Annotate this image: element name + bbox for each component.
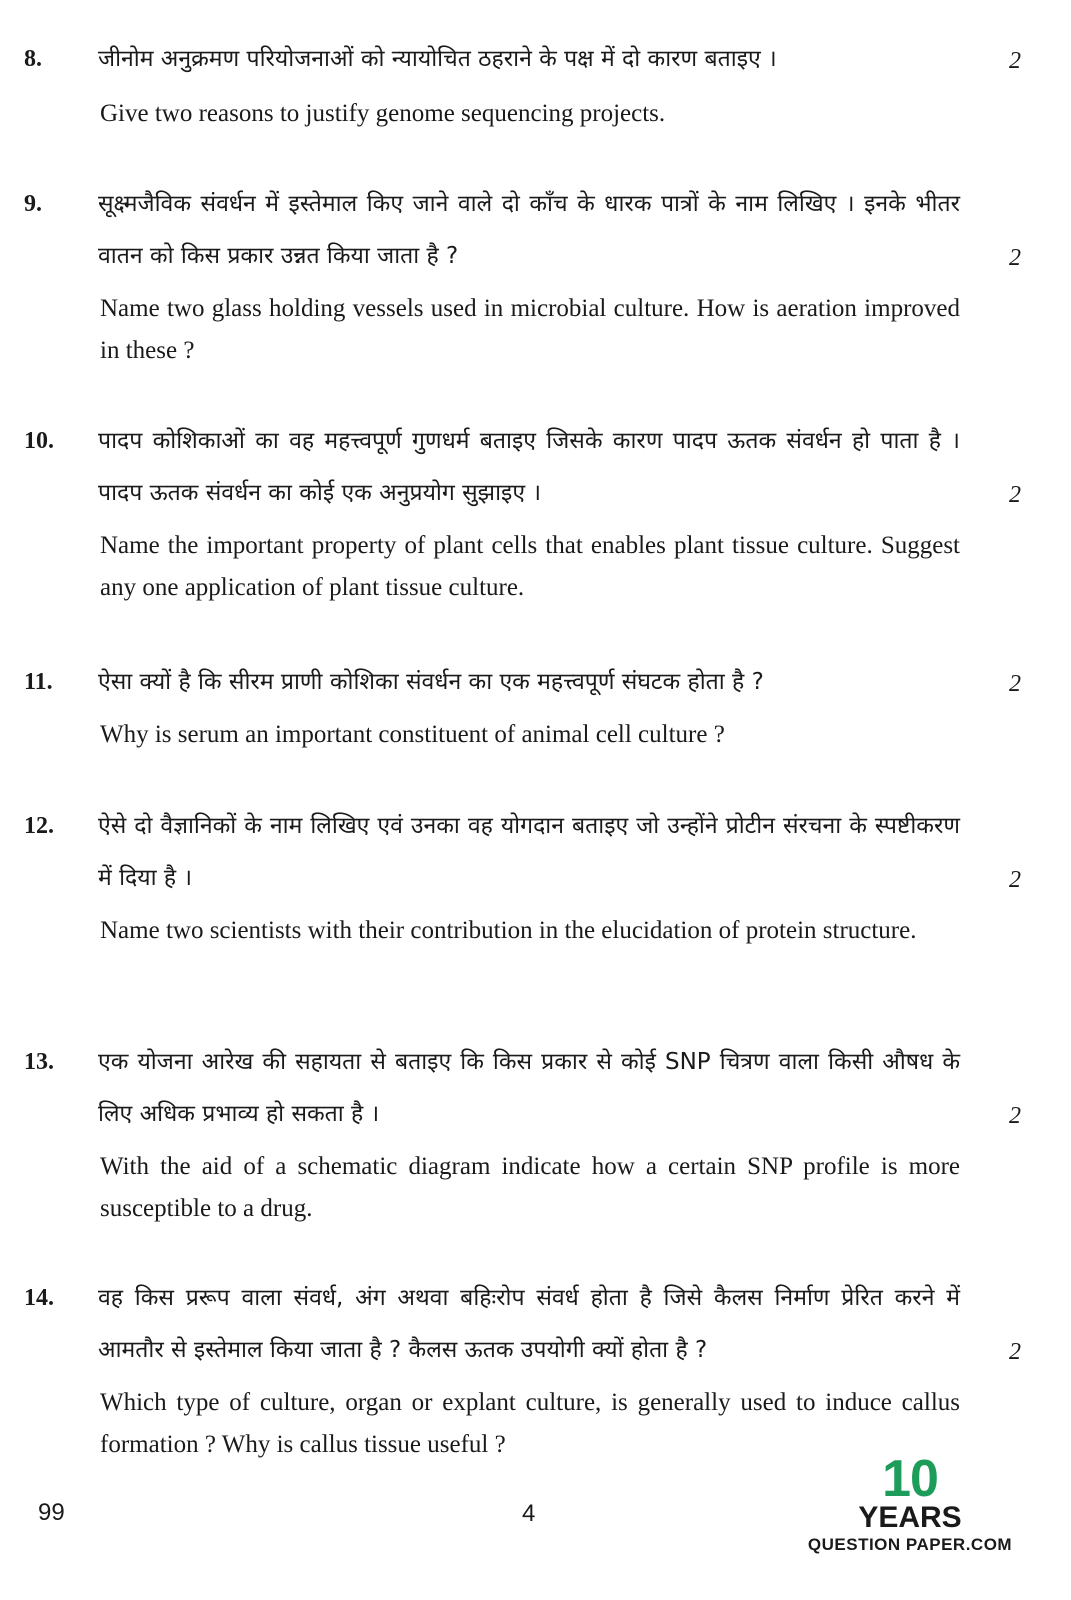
- question-marks: 2: [1009, 1103, 1021, 1129]
- question-marks: 2: [1009, 245, 1021, 271]
- question-number: 11.: [24, 669, 53, 695]
- logo-years: YEARS: [858, 1501, 962, 1534]
- question-text-english: Name two glass holding vessels used in microbial culture. How is aeration improved in these ?: [100, 295, 960, 364]
- logo-site: QUESTION PAPER.COM: [807, 1535, 1013, 1554]
- question-number: 10.: [24, 428, 54, 454]
- question-marks: 2: [1009, 48, 1021, 74]
- question-text-english: Why is serum an important constituent of animal cell culture ?: [100, 721, 725, 748]
- question-marks: 2: [1009, 482, 1021, 508]
- question-text-hindi: सूक्ष्मजैविक संवर्धन में इस्तेमाल किए जाने वाले दो काँच के धारक पात्रों के नाम लिखिए । इनके भीतर वातन को किस प्रकार उन्नत किया जाता है ?: [98, 191, 960, 269]
- question-marks: 2: [1009, 671, 1021, 697]
- question-number: 8.: [24, 46, 42, 72]
- question-number: 13.: [24, 1049, 54, 1075]
- site-logo: [780, 1450, 1040, 1595]
- logo-number: 10: [882, 1450, 938, 1508]
- question-number: 9.: [24, 191, 42, 217]
- question-text-hindi: ऐसे दो वैज्ञानिकों के नाम लिखिए एवं उनका वह योगदान बताइए जो उन्होंने प्रोटीन संरचना के स्पष्टीकरण में दिया है ।: [98, 813, 960, 891]
- page-number: 4: [522, 1500, 536, 1527]
- question-text-english: Which type of culture, organ or explant culture, is generally used to induce callus formation ? Why is callus tissue useful ?: [100, 1389, 960, 1458]
- question-text-hindi: जीनोम अनुक्रमण परियोजनाओं को न्यायोचित ठहराने के पक्ष में दो कारण बताइए ।: [98, 46, 777, 72]
- question-text-hindi: एक योजना आरेख की सहायता से बताइए कि किस प्रकार से कोई SNP चित्रण वाला किसी औषध के लिए अधिक प्रभाव्य हो सकता है ।: [98, 1049, 960, 1127]
- question-text-hindi: वह किस प्ररूप वाला संवर्ध, अंग अथवा बहिःरोप संवर्ध होता है जिसे कैलस निर्माण प्रेरित करने में आमतौर से इस्तेमाल किया जाता है ? कैलस ऊतक उपयोगी क्यों होता है ?: [98, 1285, 960, 1363]
- question-text-english: With the aid of a schematic diagram indicate how a certain SNP profile is more susceptible to a drug.: [100, 1153, 960, 1222]
- question-marks: 2: [1009, 867, 1021, 893]
- question-marks: 2: [1009, 1339, 1021, 1365]
- question-text-english: Name the important property of plant cells that enables plant tissue culture. Suggest any one application of plant tissue culture.: [100, 532, 960, 601]
- question-text-english: Give two reasons to justify genome sequencing projects.: [100, 100, 666, 127]
- question-text-hindi: ऐसा क्यों है कि सीरम प्राणी कोशिका संवर्धन का एक महत्त्वपूर्ण संघटक होता है ?: [98, 669, 764, 695]
- question-text-hindi: पादप कोशिकाओं का वह महत्त्वपूर्ण गुणधर्म बताइए जिसके कारण पादप ऊतक संवर्धन हो पाता है । पादप ऊतक संवर्धन का कोई एक अनुप्रयोग सुझाइए ।: [98, 428, 960, 506]
- question-number: 12.: [24, 813, 54, 839]
- question-text-english: Name two scientists with their contribution in the elucidation of protein structure.: [100, 917, 917, 944]
- question-number: 14.: [24, 1285, 54, 1311]
- paper-code: 99: [38, 1499, 65, 1526]
